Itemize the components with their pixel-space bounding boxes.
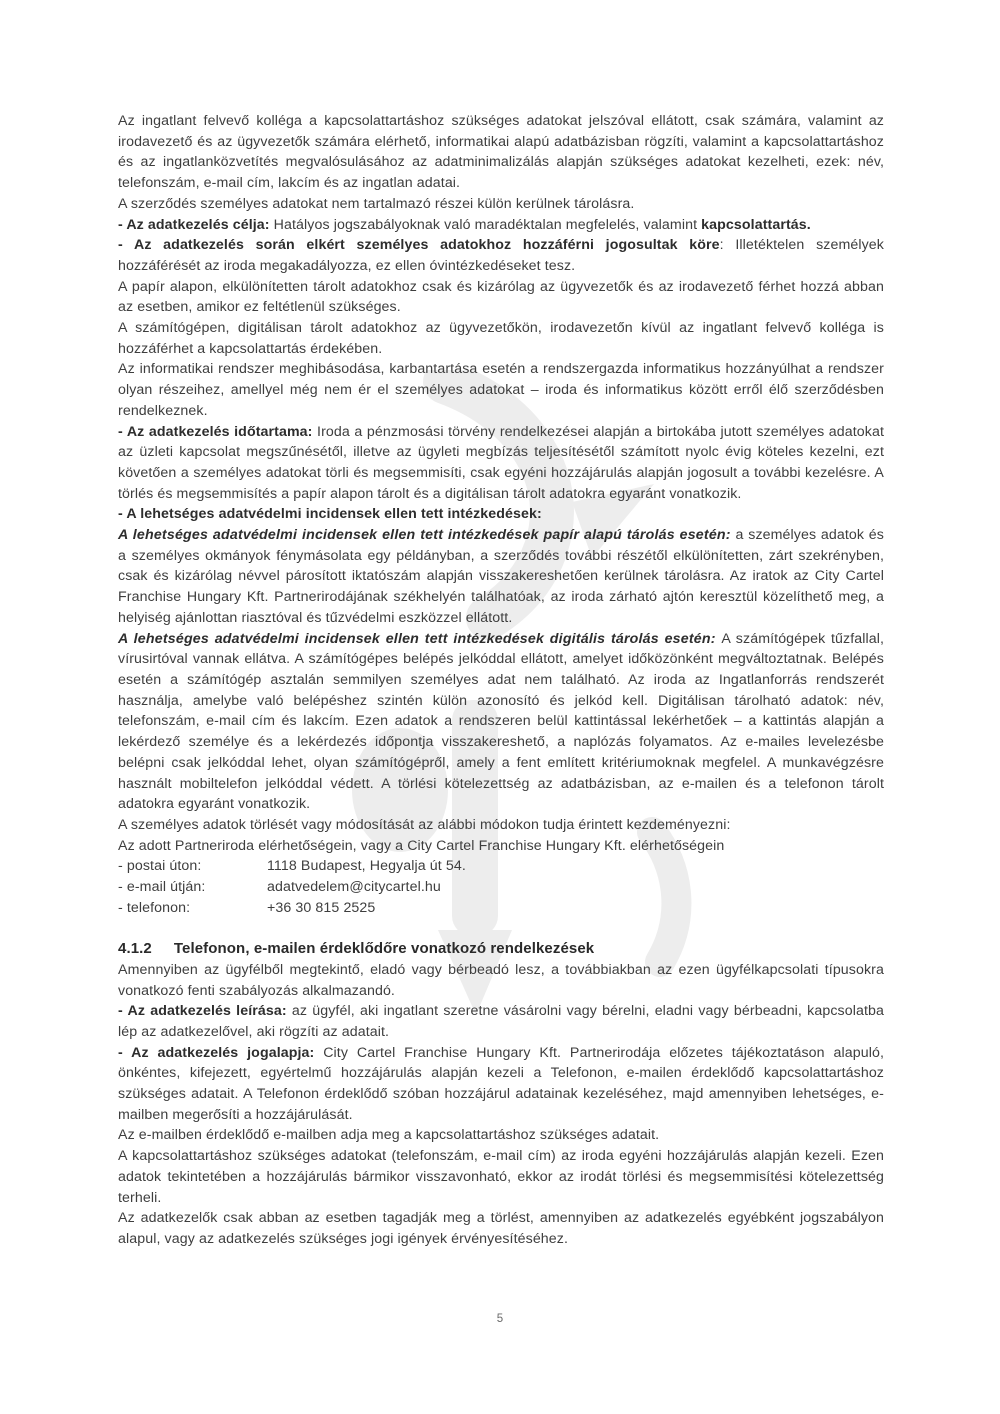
bold-label: - Az adatkezelés leírása:: [118, 1003, 292, 1020]
text-run: Hatályos jogszabályoknak való maradéktalan megfelelés, valamint: [273, 216, 702, 233]
paragraph-contact-intro: Az adott Partneriroda elérhetőségein, vagy a City Cartel Franchise Hungary Kft. elérhetőségein: [118, 837, 725, 854]
bold-italic-label: A lehetséges adatvédelmi incidensek ellen tett intézkedések papír alapú tárolás esetén:: [118, 527, 736, 544]
text-run: a személyes adatok és a személyes okmányok fénymásolata egy példányban, a szerződés további részétől elkülönítetten, zárt szekrényben, csak és kizárólag névvel párosított iktatószám alapján visszakereshetően kerülnek tárolásra. Az iratok az City Cartel Franchise Hungary Kft. Partnerirodájának székhelyén találhatóak, az iroda zárható ajtón keresztül közelíthető meg, a helyiség ajánlottan riasztóval és tűzvédelmi eszközzel ellátott.: [118, 527, 884, 626]
bold-label: - Az adatkezelés célja:: [118, 216, 274, 233]
paragraph-deletion-request-intro: A személyes adatok törlését vagy módosítását az alábbi módokon tudja érintett kezdeményezni:: [118, 816, 731, 833]
contact-label: - e-mail útján:: [118, 879, 206, 896]
bold-text-run: kapcsolattartás.: [701, 216, 811, 233]
paragraph-processing-description: [118, 1001, 884, 1042]
paragraph-client-types: Amennyiben az ügyfélből megtekintő, eladó vagy bérbeadó lesz, a továbbiakban az ezen ügyfélkapcsolati típusokra vonatkozó fenti szabályozás alkalmazandó.: [118, 961, 884, 999]
bold-label: - Az adatkezelés során elkért személyes adatokhoz hozzáférni jogosultak köre: [118, 237, 720, 254]
paragraph-data-purpose: [118, 215, 884, 236]
contact-row-postal: [118, 856, 884, 877]
paragraph-email-inquirer: Az e-mailben érdeklődő e-mailben adja meg a kapcsolattartáshoz szükséges adatait.: [118, 1127, 660, 1144]
page-number: 5: [496, 1313, 504, 1325]
spacer: [118, 918, 884, 939]
text-run: A számítógépek tűzfallal, vírusirtóval vannak ellátva. A számítógépes belépés jelkóddal ellátott, amelyet időközönként megváltoztatnak. Belépés esetén a számítógép asztalán semmilyen személyes adat nem található. Az iroda az Ingatlanforrás rendszerét használja, amelybe való belépéshez szintén külön azonosító és jelkód kell. Digitálisan tárolható adatok: név, telefonszám, e-mail cím és lakcím. Ezen adatok a rendszeren belül kattintással lekérhetőek – a kattintás alapján a lekérdező személye és a lekérdezés időpontja visszakereshető, a naplózás folyamatos. Az e-mailes levelezésbe belépni csak jelkóddal lehet, olyan számítógépről, amely a fent említett kritériumoknak megfelel. A munkavégzésre használt mobiltelefon jelkóddal védett. A törlési kötelezettség az adatbázisban, az e-mailen és a telefonon tárolt adatokra egyaránt vonatkozik.: [118, 630, 885, 813]
paragraph-access-rights: [118, 235, 884, 276]
text-run: City Cartel Franchise Hungary Kft. Partnerirodája előzetes tájékoztatáson alapuló, önkéntes, kifejezett, egyértelmű hozzájárulás alapján kezeli a Telefonon, e-mailen érdeklődő kapcsolattartáshoz szükséges adatait. A Telefonon érdeklődő szóban hozzájárul adatainak kezeléséhez, majd amennyiben lehetséges, e-mailben megerősíti a hozzájárulását.: [118, 1044, 884, 1123]
paragraph-digital-storage-measures: [118, 629, 884, 815]
bold-italic-label: A lehetséges adatvédelmi incidensek ellen tett intézkedések digitális tárolás esetén:: [118, 630, 722, 647]
paragraph-digital-access: A számítógépen, digitálisan tárolt adatokhoz az ügyvezetőkön, irodavezetőn kívül az ingatlant felvevő kolléga is hozzáférhet a kapcsolattartás érdekében.: [118, 320, 884, 357]
paragraph-legal-basis: [118, 1043, 884, 1126]
bold-label: - Az adatkezelés jogalapja:: [118, 1044, 324, 1061]
contact-label: - telefonon:: [118, 899, 191, 916]
section-heading-4-1-2: [118, 939, 884, 960]
contact-row-phone: [118, 898, 884, 919]
paragraph-paper-storage-measures: [118, 525, 884, 629]
paragraph-incident-measures-heading: [118, 504, 884, 525]
phone-number: +36 30 815 2525: [267, 899, 376, 916]
paragraph-consent-withdrawal: A kapcsolattartáshoz szükséges adatokat (telefonszám, e-mail cím) az iroda egyéni hozzájárulás alapján kezeli. Ezen adatok tekintetében a hozzájárulás bármikor visszavonható, ekkor az irodát törlési és megsemmisítési kötelezettség terheli.: [118, 1148, 884, 1206]
contact-label: - postai úton:: [118, 858, 202, 875]
paragraph-data-retention: [118, 422, 884, 505]
text-run: az ügyfél, aki ingatlant szeretne vásárolni vagy bérelni, eladni vagy bérbeadni, kapcsolatba lép az adatkezelővel, aki rögzíti az adatait.: [118, 1003, 884, 1040]
section-title: Telefonon, e-mailen érdeklődőre vonatkozó rendelkezések: [173, 940, 595, 958]
paragraph-paper-access: A papír alapon, elkülönítetten tárolt adatokhoz csak és kizárólag az ügyvezetők és az irodavezető férhet hozzá abban az esetben, amikor ez feltétlenül szükséges.: [118, 278, 884, 316]
email-address: adatvedelem@citycartel.hu: [267, 879, 441, 896]
text-run: : Illetéktelen személyek hozzáférését az iroda megakadályozza, ez ellen óvintézkedéseket tesz.: [118, 237, 884, 274]
section-number: 4.1.2: [118, 940, 152, 958]
document-body: [118, 111, 884, 1250]
paragraph-contract-storage: A szerződés személyes adatokat nem tartalmazó részei külön kerülnek tárolásra.: [118, 195, 635, 212]
contact-row-email: [118, 877, 884, 898]
postal-address: 1118 Budapest, Hegyalja út 54.: [267, 858, 466, 875]
paragraph-data-recording: Az ingatlant felvevő kolléga a kapcsolattartáshoz szükséges adatokat jelszóval ellátott, csak számára, valamint az irodavezető és az ügyvezetők számára elérhető, informatikai alapú adatbázisban rögzíti, valamint a kapcsolattartáshoz és az ingatlanközvetítés megvalósulásához az adatminimalizálás alapján szükséges adatokat kezelheti, ezek: név, telefonszám, e-mail cím, lakcím és az ingatlan adatai.: [118, 113, 884, 192]
paragraph-it-system: Az informatikai rendszer meghibásodása, karbantartása esetén a rendszergazda informatikus hozzányúlhat a rendszer olyan részeihez, amellyel még nem ér el személyes adatokat – iroda és informatikus között erről élő szerződésben rendelkeznek.: [118, 361, 884, 419]
paragraph-deletion-refusal: Az adatkezelők csak abban az esetben tagadják meg a törlést, amennyiben az adatkezelés egyébként jogszabályon alapul, vagy az adatkezelés szükséges jogi igények érvényesítéséhez.: [118, 1210, 884, 1247]
text-run: Iroda a pénzmosási törvény rendelkezései alapján a birtokába jutott személyes adatokat az üzleti kapcsolat megszűnésétől, illetve az ügyleti megbízás teljesítésétől számított nyolc évig köteles kezelni, ezt követően a személyes adatokat törli és megsemmisíti, csak egyéni hozzájárulás alapján jogosult a további kezelésre. A törlés és megsemmisítés a papír alapon tárolt és a digitálisan tárolt adatokra egyaránt vonatkozik.: [118, 423, 885, 502]
bold-label: - Az adatkezelés időtartama:: [118, 423, 318, 440]
bold-label: - A lehetséges adatvédelmi incidensek ellen tett intézkedések:: [118, 506, 542, 523]
